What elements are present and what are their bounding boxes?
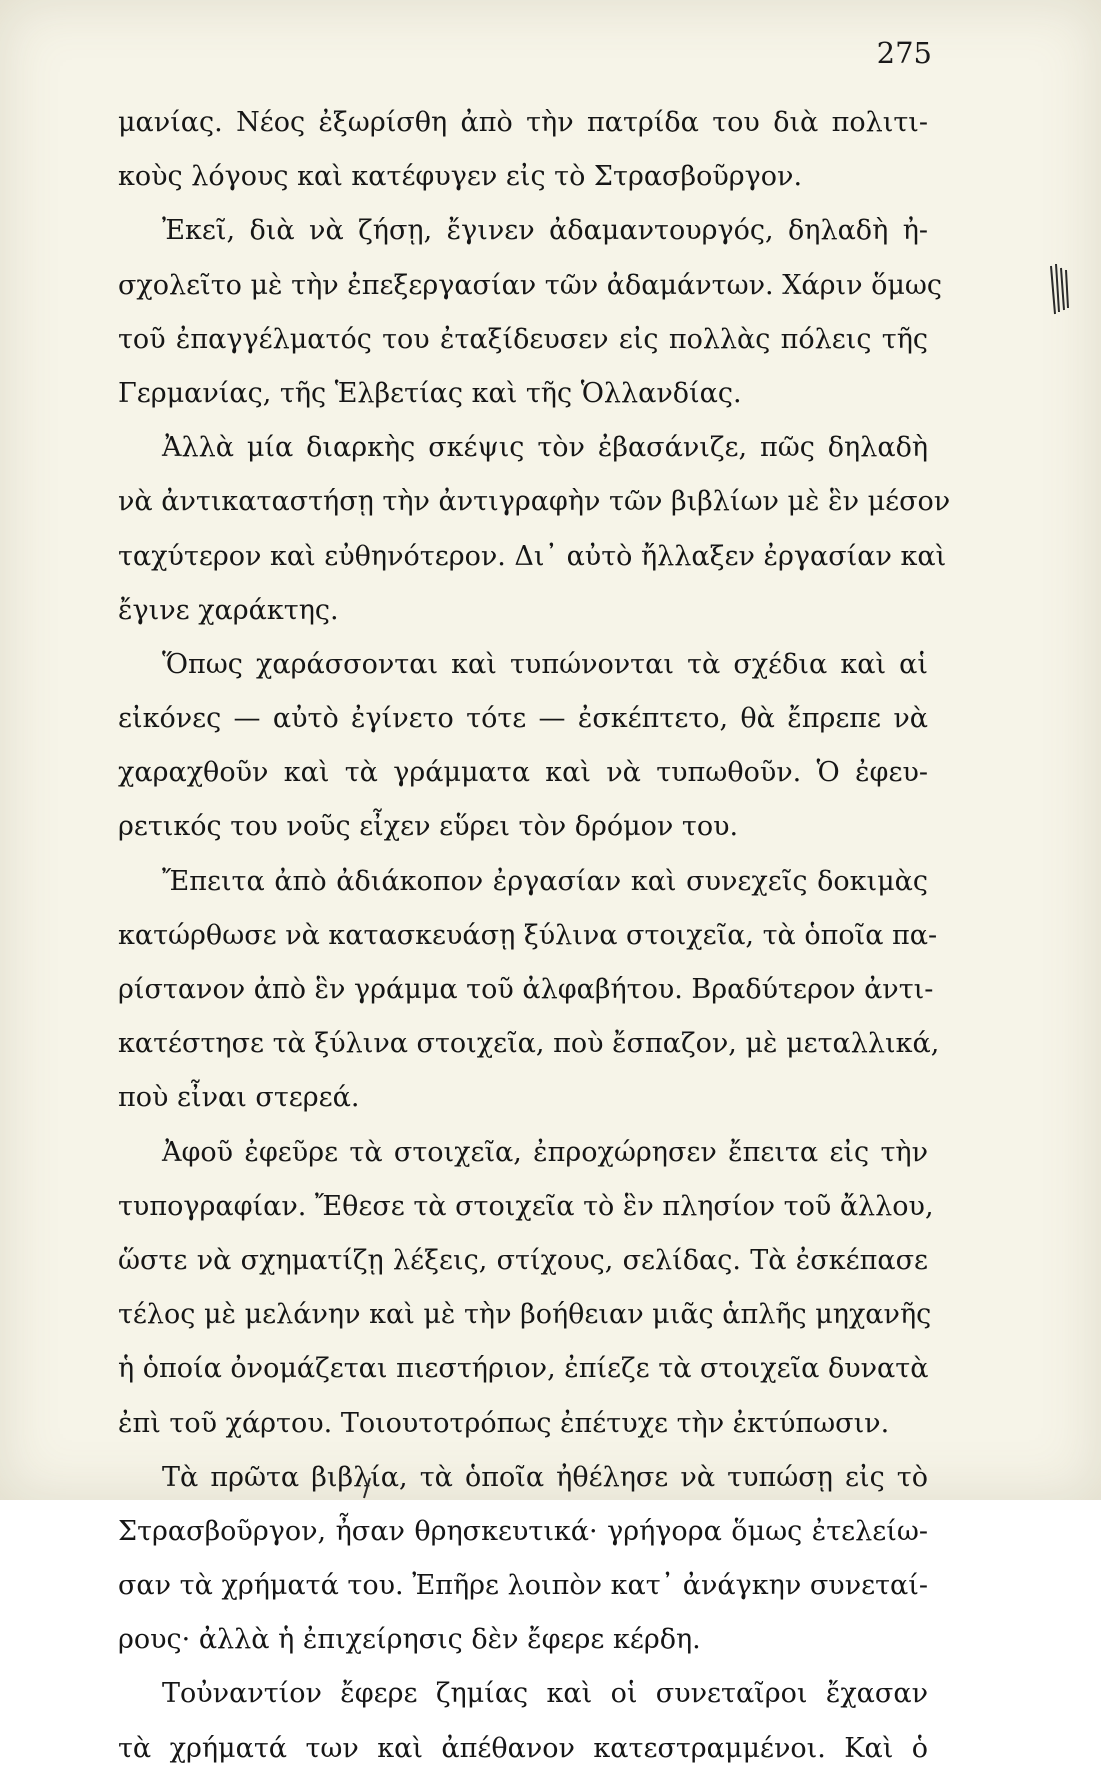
- text-line: ἔγινε χαράκτης.: [118, 594, 339, 626]
- text-line: ὥστε νὰ σχηματίζῃ λέξεις, στίχους, σελίδας. Τὰ ἐσκέπασε: [118, 1244, 928, 1276]
- text-line: Στρασβοῦργον, ἦσαν θρησκευτικά· γρήγορα ὅμως ἐτελείω-: [118, 1515, 928, 1547]
- text-line: τοῦ ἐπαγγέλματός του ἐταξίδευσεν εἰς πολλὰς πόλεις τῆς: [118, 323, 928, 355]
- paragraph: [118, 1126, 934, 1451]
- text-line: Γερμανίας, τῆς Ἑλβετίας καὶ τῆς Ὁλλανδίας.: [118, 377, 742, 409]
- text-line: Ἀλλὰ μία διαρκὴς σκέψις τὸν ἐβασάνιζε, πῶς δηλαδὴ: [162, 432, 928, 464]
- text-line: μανίας. Νέος ἐξωρίσθη ἀπὸ τὴν πατρίδα του διὰ πολιτι-: [118, 107, 928, 138]
- text-line: χαραχθοῦν καὶ τὰ γράμματα καὶ νὰ τυπωθοῦν. Ὁ ἐφευ-: [118, 757, 928, 789]
- paragraph: [118, 855, 940, 1126]
- paragraph: [118, 638, 928, 855]
- text-line: ταχύτερον καὶ εὐθηνότερον. Δι᾽ αὐτὸ ἤλλαξεν ἐργασίαν καὶ: [118, 540, 947, 572]
- text-line: ἡ ὁποία ὀνομάζεται πιεστήριον, ἐπίεζε τὰ στοιχεῖα δυνατὰ: [118, 1353, 929, 1385]
- text-line: Τὰ πρῶτα βιβλία, τὰ ὁποῖα ἠθέλησε νὰ τυπώσῃ εἰς τὸ: [162, 1461, 928, 1493]
- paragraph: [118, 1451, 928, 1668]
- text-line: κοὺς λόγους καὶ κατέφυγεν εἰς τὸ Στρασβοῦργον.: [118, 161, 803, 193]
- body-text: [118, 96, 951, 1776]
- text-line: Ἔπειτα ἀπὸ ἀδιάκοπον ἐργασίαν καὶ συνεχεῖς δοκιμὰς: [162, 865, 928, 897]
- text-line: Ἀφοῦ ἐφεῦρε τὰ στοιχεῖα, ἐπροχώρησεν ἔπειτα εἰς τὴν: [162, 1136, 928, 1168]
- paragraph: [118, 421, 951, 638]
- text-line: κατέστησε τὰ ξύλινα στοιχεῖα, ποὺ ἔσπαζον, μὲ μεταλλικά,: [118, 1028, 940, 1060]
- paragraph: [118, 204, 943, 421]
- text-line: ποὺ εἶναι στερεά.: [118, 1082, 360, 1114]
- text-line: κατώρθωσε νὰ κατασκευάσῃ ξύλινα στοιχεῖα, τὰ ὁποῖα πα-: [118, 919, 938, 951]
- text-line: ρους· ἀλλὰ ἡ ἐπιχείρησις δὲν ἔφερε κέρδη.: [118, 1624, 701, 1656]
- text-line: εἰκόνες — αὐτὸ ἐγίνετο τότε — ἐσκέπτετο, θὰ ἔπρεπε νὰ: [118, 703, 928, 735]
- paragraph: [118, 1667, 928, 1775]
- margin-ink-mark-icon: [1045, 262, 1073, 318]
- text-line: τυπογραφίαν. Ἔθεσε τὰ στοιχεῖα τὸ ἓν πλησίον τοῦ ἄλλου,: [118, 1190, 934, 1222]
- paragraph: [118, 96, 928, 204]
- text-line: Τοὐναντίον ἔφερε ζημίας καὶ οἱ συνεταῖροι ἔχασαν: [162, 1678, 928, 1710]
- text-line: τέλος μὲ μελάνην καὶ μὲ τὴν βοήθειαν μιᾶς ἁπλῆς μηχανῆς: [118, 1299, 932, 1331]
- text-line: νὰ ἀντικαταστήσῃ τὴν ἀντιγραφὴν τῶν βιβλίων μὲ ἓν μέσον: [118, 486, 951, 518]
- text-line: ἐπὶ τοῦ χάρτου. Τοιουτοτρόπως ἐπέτυχε τὴν ἐκτύπωσιν.: [118, 1407, 890, 1439]
- page-number: 275: [876, 36, 932, 70]
- text-line: Ὅπως χαράσσονται καὶ τυπώνονται τὰ σχέδια καὶ αἱ: [162, 648, 928, 680]
- text-line: Ἐκεῖ, διὰ νὰ ζήσῃ, ἔγινεν ἀδαμαντουργός, δηλαδὴ ἠ-: [162, 215, 928, 247]
- text-line: ρίστανον ἀπὸ ἓν γράμμα τοῦ ἀλφαβήτου. Βραδύτερον ἀντι-: [118, 974, 934, 1005]
- bottom-ink-mark-icon: [360, 1476, 374, 1500]
- text-line: ρετικός του νοῦς εἶχεν εὕρει τὸν δρόμον του.: [118, 811, 739, 843]
- text-line: σαν τὰ χρήματά του. Ἐπῆρε λοιπὸν κατ᾽ ἀνάγκην συνεταί-: [118, 1570, 928, 1602]
- text-line: σχολεῖτο μὲ τὴν ἐπεξεργασίαν τῶν ἀδαμάντων. Χάριν ὅμως: [118, 269, 943, 301]
- text-line: τὰ χρήματά των καὶ ἀπέθανον κατεστραμμένοι. Καὶ ὁ: [118, 1732, 928, 1764]
